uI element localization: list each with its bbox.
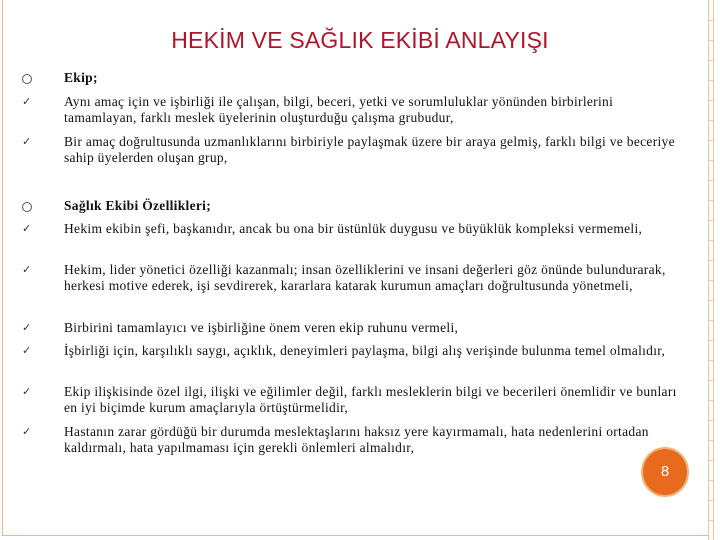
checkmark-icon: ✓ — [22, 344, 32, 357]
rail-dash — [708, 260, 714, 261]
rail-dash — [708, 60, 714, 61]
list-item-text: Aynı amaç için ve işbirliği ile çalışan, bilgi, beceri, yetki ve sorumluluklar yönünden birbirlerini tamamlayan, farklı meslek üyelerinin oluşturduğu çalışma grubudur, — [64, 94, 614, 125]
bullet-slot — [22, 134, 64, 149]
rail-dash — [708, 300, 714, 301]
bullet-slot — [22, 320, 64, 335]
rail-dash — [708, 440, 714, 441]
list-item — [22, 94, 684, 126]
section-heading-saglik-ekibi — [22, 198, 684, 216]
rail-dash — [708, 100, 714, 101]
rail-dash — [708, 140, 714, 141]
checkmark-icon: ✓ — [22, 135, 32, 148]
rail-dash — [708, 160, 714, 161]
list-item — [22, 424, 684, 456]
list-item-text: Ekip ilişkisinde özel ilgi, ilişki ve eğilimler değil, farklı mesleklerin bilgi ve becerileri önemlidir ve bunları en iyi biçimde kurum amaçlarıyla örtüştürmelidir, — [64, 384, 677, 415]
rail-dash — [708, 360, 714, 361]
list-item-text: Bir amaç doğrultusunda uzmanlıklarını birbiriyle paylaşmak üzere bir araya gelmiş, farklı bilgi ve beceriye sahip üyelerden oluşan grup, — [64, 134, 675, 165]
list-item — [22, 320, 684, 336]
section-heading-label: Sağlık Ekibi Özellikleri; — [64, 198, 212, 213]
page-number-badge: 8 — [643, 449, 687, 495]
list-item — [22, 384, 684, 416]
rail-dash — [708, 320, 714, 321]
list-item-text: Hekim ekibin şefi, başkanıdır, ancak bu ona bir üstünlük duygusu ve büyüklük kompleksi vermemeli, — [64, 221, 643, 236]
rail-dash — [708, 240, 714, 241]
rail-dash — [708, 480, 714, 481]
bullet-slot — [22, 384, 64, 399]
rail-dash — [708, 420, 714, 421]
rail-dash — [708, 400, 714, 401]
list-item — [22, 134, 684, 166]
list-item — [22, 221, 684, 237]
circle-bullet-icon — [22, 74, 32, 84]
section-heading-label: Ekip; — [64, 70, 98, 85]
list-item-text: İşbirliği için, karşılıklı saygı, açıklık, deneyimleri paylaşma, bilgi alış verişinde bulunma temel olmalıdır, — [64, 343, 666, 358]
bullet-slot — [22, 70, 64, 88]
rail-dash — [708, 340, 714, 341]
section-heading-ekip — [22, 70, 684, 88]
checkmark-icon: ✓ — [22, 263, 32, 276]
rail-dash — [708, 120, 714, 121]
checkmark-icon: ✓ — [22, 425, 32, 438]
bullet-slot — [22, 198, 64, 216]
checkmark-icon: ✓ — [22, 321, 32, 334]
circle-bullet-icon — [22, 202, 32, 212]
rail-dash — [708, 520, 714, 521]
checkmark-icon: ✓ — [22, 222, 32, 235]
rail-dash — [708, 80, 714, 81]
checkmark-icon: ✓ — [22, 385, 32, 398]
slide-title: HEKİM VE SAĞLIK EKİBİ ANLAYIŞI — [171, 27, 549, 53]
list-item — [22, 262, 684, 294]
rail-dash — [708, 200, 714, 201]
list-item-text: Hastanın zarar gördüğü bir durumda meslektaşlarını haksız yere kayırmamalı, hata nedenlerini ortadan kaldırmalı, hata yapılmaması için gerekli önlemleri almalıdır, — [64, 424, 649, 455]
bullet-slot — [22, 424, 64, 439]
rail-dash — [708, 220, 714, 221]
rail-line — [713, 0, 714, 540]
rail-dash — [708, 280, 714, 281]
bullet-slot — [22, 94, 64, 109]
rail-dash — [708, 380, 714, 381]
rail-dash — [708, 500, 714, 501]
rail-dash — [708, 180, 714, 181]
decorative-side-rail — [708, 0, 718, 540]
rail-line — [708, 0, 709, 540]
bullet-slot — [22, 343, 64, 358]
bullet-slot — [22, 262, 64, 277]
list-item-text: Hekim, lider yönetici özelliği kazanmalı; insan özelliklerini ve insani değerleri göz önünde bulundurarak, herkesi motive ederek, işi sevdirerek, kararlara katarak kurumun amaçları doğrultusunda yönetmeli, — [64, 262, 666, 293]
bullet-slot — [22, 221, 64, 236]
rail-dash — [708, 460, 714, 461]
checkmark-icon: ✓ — [22, 95, 32, 108]
list-item-text: Birbirini tamamlayıcı ve işbirliğine önem veren ekip ruhunu vermeli, — [64, 320, 459, 335]
list-item — [22, 343, 684, 359]
rail-dash — [708, 20, 714, 21]
